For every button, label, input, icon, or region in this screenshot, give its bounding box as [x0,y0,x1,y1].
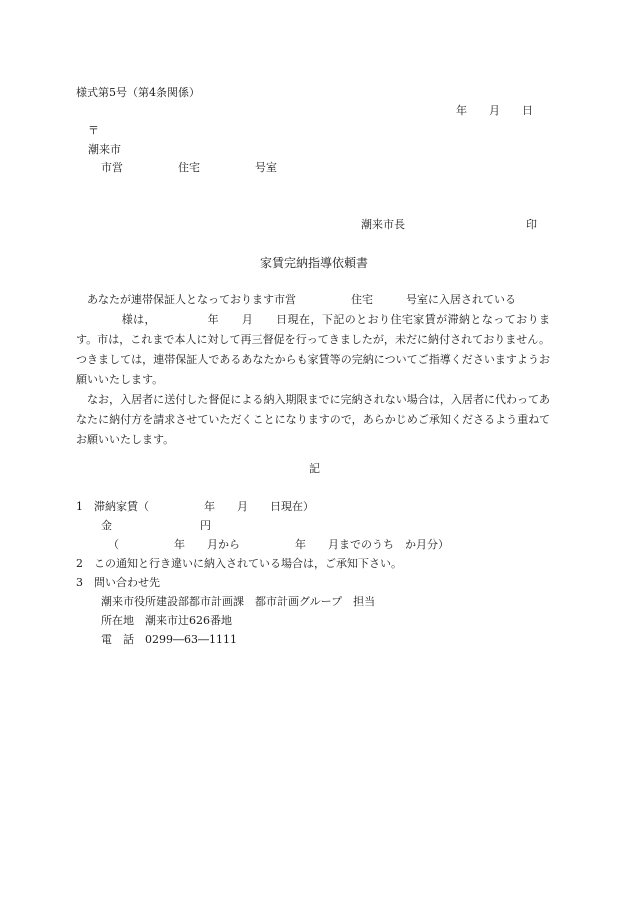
addressee-housing: 市営 住宅 号室 [101,161,277,174]
body-paragraph-2: なお，入居者に送付した督促による納入期限までに完納されない場合は，入居者に代わってあなたに納付方を請求させていただくことになりますので，あらかじめご承知くださるよう重ねてお願いいたします。 [76,393,550,446]
item-1: 1 滞納家賃（ 年 月 日現在） [76,500,314,513]
item-3: 3 問い合わせ先 [76,576,160,589]
body-paragraph-1: 様は， 年 月 日現在，下記のとおり住宅家賃が滞納となっております。市は，これまで本人に対して再三督促を行ってきましたが，未だに納付されておりません。つきましては，連帯保証人であるあなたからも家賃等の完納についてご指導くださいますようお願いいたします。 [76,313,550,386]
seal-mark: 印 [526,218,537,231]
ki-heading: 記 [309,462,320,475]
form-label: 様式第5号（第4条関係） [76,86,200,99]
contact-department: 潮来市役所建設部都市計画課 都市計画グループ 担当 [101,595,376,608]
body-text [76,310,550,450]
item-2: 2 この通知と行き違いに納入されている場合は，ご承知下さい。 [76,557,402,570]
item-1-amount: 金 円 [101,519,211,532]
date-line: 年 月 日 [456,104,533,117]
item-1-period: （ 年 月から 年 月までのうち か月分） [108,538,449,551]
addressee-city: 潮来市 [88,143,121,156]
body-line-1: あなたが連帯保証人となっております市営 住宅 号室に入居されている [76,293,516,306]
document-title: 家賃完納指導依頼書 [260,256,369,270]
postal-mark: 〒 [88,124,99,137]
contact-address: 所在地 潮来市辻626番地 [101,614,232,627]
contact-phone: 電 話 0299―63―1111 [101,633,237,646]
sender-name: 潮来市長 [361,218,405,231]
